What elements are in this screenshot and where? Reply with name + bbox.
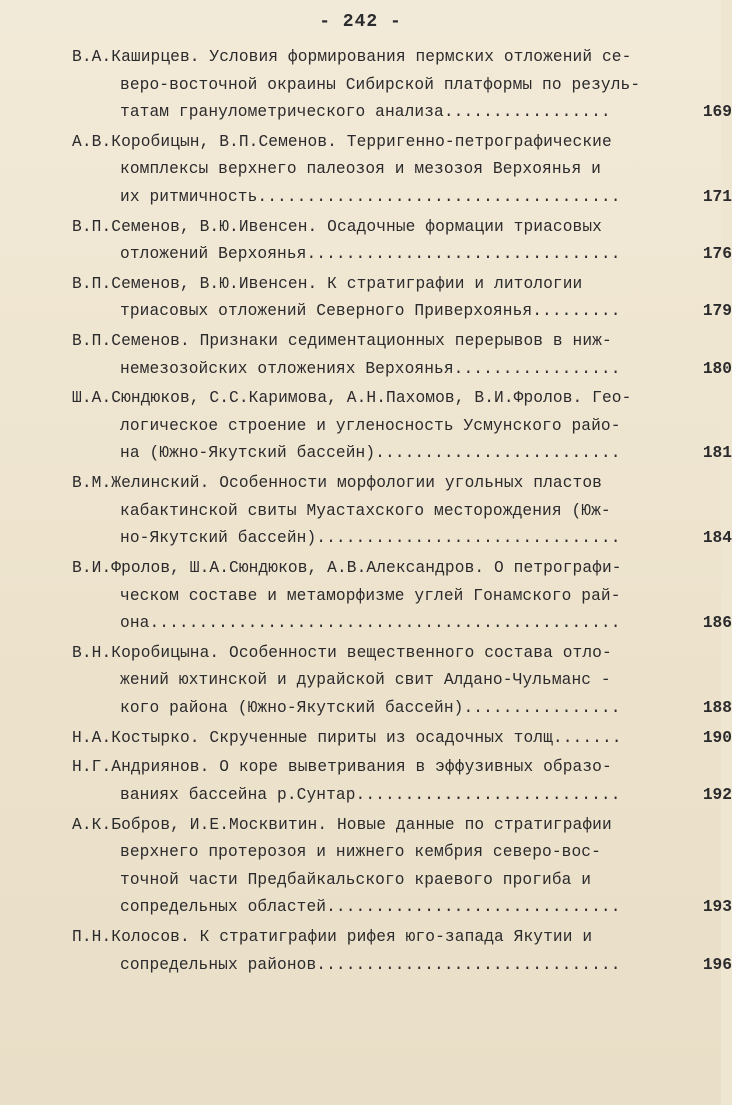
entry-title-continuation: жений юхтинской и дурайской свит Алдано-Чульманс -: [120, 671, 611, 690]
entry-title-continuation: кабактинской свиты Муастахского месторождения (Юж-: [120, 501, 611, 520]
entry-page-number: 184: [702, 529, 732, 548]
entry-authors-title: П.Н.Колосов. К стратиграфии рифея юго-запада Якутии и: [72, 928, 593, 947]
toc-entry: [72, 470, 732, 553]
entry-page-number: 196: [702, 955, 732, 974]
entry-page-number: 179: [702, 302, 732, 321]
entry-title-continuation: отложений Верхоянья................................: [120, 245, 621, 264]
entry-page-number: 176: [702, 245, 732, 264]
toc-entry: [72, 812, 732, 922]
entry-title-continuation: она................................................: [120, 614, 621, 633]
page-number: - 242 -: [319, 12, 402, 32]
entry-title-continuation: их ритмичность.....................................: [120, 187, 621, 206]
entry-title-continuation: триасовых отложений Северного Приверхоянья.........: [120, 302, 621, 321]
entry-title-continuation: логическое строение и угленосность Усмунского райо-: [120, 416, 621, 435]
entry-title-continuation: сопредельных областей..............................: [120, 898, 621, 917]
entry-page-number: 193: [702, 898, 732, 917]
entry-title-continuation: ческом составе и метаморфизме углей Гонамского рай-: [120, 586, 621, 605]
entry-page-number: 171: [702, 187, 732, 206]
entry-page-number: 181: [702, 444, 732, 463]
entry-title-continuation: точной части Предбайкальского краевого прогиба и: [120, 870, 592, 889]
entry-title-continuation: кого района (Южно-Якутский бассейн)................: [120, 698, 621, 717]
toc-entry: [72, 129, 732, 212]
entry-page-number: 186: [702, 614, 732, 633]
entry-authors-title: В.Н.Коробицына. Особенности вещественного состава отло-: [72, 643, 612, 662]
entry-title-continuation: веро-восточной окраины Сибирской платформы по резуль-: [120, 75, 641, 94]
toc-entry: [72, 555, 732, 638]
entry-title-continuation: на (Южно-Якутский бассейн).........................: [120, 444, 621, 463]
toc-entry: [72, 214, 732, 269]
entry-page-number: 180: [702, 359, 732, 378]
entry-title-continuation: комплексы верхнего палеозоя и мезозоя Верхоянья и: [120, 160, 601, 179]
entry-authors-title: В.П.Семенов, В.Ю.Ивенсен. К стратиграфии и литологии: [72, 274, 583, 293]
toc-entry: [72, 725, 732, 753]
toc-entry: [72, 924, 732, 979]
entry-authors-title: В.П.Семенов. Признаки седиментационных перерывов в ниж-: [72, 332, 612, 351]
toc-entry: [72, 385, 732, 468]
table-of-contents: [72, 44, 732, 981]
entry-authors-title: В.И.Фролов, Ш.А.Сюндюков, А.В.Александров. О петрографи-: [72, 559, 622, 578]
entry-authors-title: Н.Г.Андриянов. О коре выветривания в эффузивных образо-: [72, 758, 612, 777]
toc-entry: [72, 754, 732, 809]
entry-page-number: 169: [702, 103, 732, 121]
entry-page-number: 188: [702, 698, 732, 717]
entry-title-continuation: ваниях бассейна р.Сунтар...........................: [120, 785, 621, 804]
toc-entry: [72, 640, 732, 723]
entry-authors-title: А.В.Коробицын, В.П.Семенов. Терригенно-петрографические: [72, 132, 612, 151]
entry-title-continuation: но-Якутский бассейн)...............................: [120, 529, 621, 548]
entry-authors-title: А.К.Бобров, И.Е.Москвитин. Новые данные по стратиграфии: [72, 815, 612, 834]
entry-authors-title: В.М.Желинский. Особенности морфологии угольных пластов: [72, 474, 602, 493]
entry-authors-title: Н.А.Костырко. Скрученные пириты из осадочных толщ.......: [72, 728, 622, 747]
entry-page-number: 192: [702, 785, 732, 804]
entry-title-continuation: сопредельных районов...............................: [120, 955, 621, 974]
entry-title-continuation: немезозойских отложениях Верхоянья.................: [120, 359, 621, 378]
entry-authors-title: Ш.А.Сюндюков, С.С.Каримова, А.Н.Пахомов, В.И.Фролов. Гео-: [72, 389, 632, 408]
toc-entry: [72, 44, 732, 127]
entry-title-continuation: верхнего протерозоя и нижнего кембрия северо-вос-: [120, 843, 601, 862]
toc-entry: [72, 271, 732, 326]
entry-authors-title: В.А.Каширцев. Условия формирования пермских отложений се-: [72, 48, 632, 66]
entry-title-continuation: татам гранулометрического анализа.................: [120, 103, 611, 121]
entry-authors-title: В.П.Семенов, В.Ю.Ивенсен. Осадочные формации триасовых: [72, 217, 602, 236]
entry-page-number: 190: [702, 728, 732, 747]
toc-entry: [72, 328, 732, 383]
